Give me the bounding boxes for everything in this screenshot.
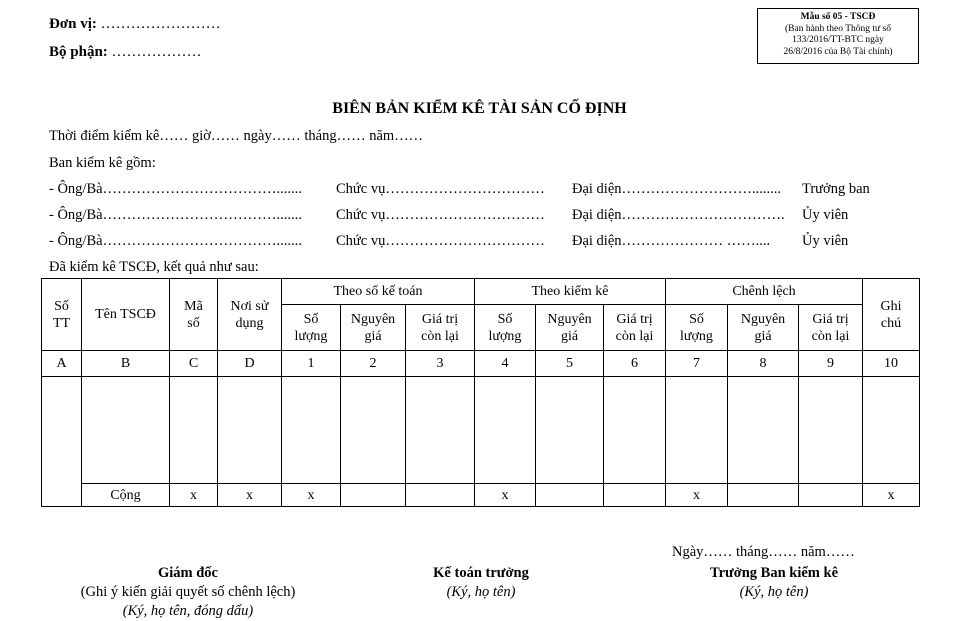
table-cell — [604, 377, 666, 484]
member-rep: Đại diện……………………………. — [572, 207, 785, 223]
signature-chief-accountant — [401, 564, 561, 602]
total-cell: x — [475, 484, 536, 507]
form-decree-3: 26/8/2016 của Bộ Tài chính) — [783, 46, 893, 57]
code-cell: 7 — [666, 351, 728, 377]
header-name: Tên TSCĐ — [82, 279, 170, 351]
member-role: Ủy viên — [802, 233, 849, 249]
header-remaining: Giá trị còn lại — [406, 305, 475, 351]
member-rep: Đại diện………………………........ — [572, 181, 782, 197]
date-line: Ngày…… tháng…… năm…… — [672, 544, 855, 560]
member-rep: Đại diện………………… …….... — [572, 233, 771, 249]
total-cell — [728, 484, 799, 507]
table-cell — [218, 377, 282, 484]
code-cell: 5 — [536, 351, 604, 377]
total-label: Cộng — [82, 484, 170, 507]
signature-instruction: (Ký, họ tên) — [739, 584, 809, 600]
header-place: Nơi sử dụng — [218, 279, 282, 351]
member-role: Trưởng ban — [802, 181, 870, 197]
total-cell: x — [863, 484, 920, 507]
code-cell: A — [42, 351, 82, 377]
unit-field — [49, 16, 221, 33]
form-number-box — [757, 8, 919, 64]
header-group-inventory: Theo kiểm kê — [475, 279, 666, 305]
signature-committee-head — [684, 564, 864, 602]
signature-title: Giám đốc — [157, 565, 218, 581]
header-remaining: Giá trị còn lại — [604, 305, 666, 351]
table-cell — [406, 377, 475, 484]
total-cell — [536, 484, 604, 507]
code-cell: 6 — [604, 351, 666, 377]
header-qty: Số lượng — [282, 305, 341, 351]
table-cell — [42, 377, 82, 507]
signature-note: (Ghi ý kiến giải quyết số chênh lệch) — [80, 584, 296, 600]
table-cell — [863, 377, 920, 484]
member-position: Chức vụ…………………………… — [336, 233, 545, 249]
header-group-diff: Chênh lệch — [666, 279, 863, 305]
code-cell: 1 — [282, 351, 341, 377]
table-cell — [82, 377, 170, 484]
table-cell — [536, 377, 604, 484]
member-person: - Ông/Bà………………………………....... — [49, 181, 302, 197]
member-position: Chức vụ…………………………… — [336, 181, 545, 197]
header-cost: Nguyên giá — [536, 305, 604, 351]
total-row — [42, 484, 920, 507]
table-cell — [666, 377, 728, 484]
total-cell — [341, 484, 406, 507]
table-cell — [728, 377, 799, 484]
total-cell — [406, 484, 475, 507]
table-cell — [341, 377, 406, 484]
total-cell: x — [170, 484, 218, 507]
header-stt: Số TT — [42, 279, 82, 351]
header-qty: Số lượng — [475, 305, 536, 351]
table-row — [42, 377, 920, 484]
form-decree-2: 133/2016/TT-BTC ngày — [792, 35, 884, 45]
code-cell: 2 — [341, 351, 406, 377]
code-cell: B — [82, 351, 170, 377]
code-cell: C — [170, 351, 218, 377]
form-decree-1: (Ban hành theo Thông tư số — [784, 23, 892, 34]
code-cell: 9 — [799, 351, 863, 377]
code-cell: 8 — [728, 351, 799, 377]
total-cell: x — [666, 484, 728, 507]
total-cell — [604, 484, 666, 507]
table-cell — [799, 377, 863, 484]
total-cell: x — [282, 484, 341, 507]
dept-field — [49, 44, 202, 61]
member-person: - Ông/Bà………………………………....... — [49, 233, 302, 249]
code-cell: 3 — [406, 351, 475, 377]
total-cell — [799, 484, 863, 507]
header-code: Mã số — [170, 279, 218, 351]
header-group-books: Theo sổ kế toán — [282, 279, 475, 305]
table-cell — [170, 377, 218, 484]
code-cell: 10 — [863, 351, 920, 377]
code-cell: D — [218, 351, 282, 377]
unit-label: Đơn vị: — [49, 16, 97, 32]
signature-title: Kế toán trưởng — [433, 565, 529, 581]
member-position: Chức vụ…………………………… — [336, 207, 545, 223]
table-cell — [282, 377, 341, 484]
signature-director — [68, 564, 308, 621]
header-cost: Nguyên giá — [728, 305, 799, 351]
form-number: Mẫu số 05 - TSCĐ — [800, 12, 876, 22]
signature-instruction: (Ký, họ tên, đóng dấu) — [122, 603, 254, 619]
header-note: Ghi chú — [863, 279, 920, 351]
unit-value: …………………… — [100, 16, 221, 32]
header-cost: Nguyên giá — [341, 305, 406, 351]
member-person: - Ông/Bà………………………………....... — [49, 207, 302, 223]
time-line: Thời điểm kiểm kê…… giờ…… ngày…… tháng…… năm…… — [49, 128, 424, 144]
inventory-table — [41, 278, 920, 507]
document-title: BIÊN BẢN KIỂM KÊ TÀI SẢN CỐ ĐỊNH — [332, 100, 627, 117]
member-role: Ủy viên — [802, 207, 849, 223]
signature-instruction: (Ký, họ tên) — [446, 584, 516, 600]
committee-intro: Ban kiểm kê gồm: — [49, 155, 156, 171]
table-cell — [475, 377, 536, 484]
header-qty: Số lượng — [666, 305, 728, 351]
result-intro: Đã kiểm kê TSCĐ, kết quả như sau: — [49, 259, 259, 275]
signature-title: Trưởng Ban kiểm kê — [709, 565, 839, 581]
header-remaining: Giá trị còn lại — [799, 305, 863, 351]
total-cell: x — [218, 484, 282, 507]
dept-label: Bộ phận: — [49, 44, 108, 60]
code-cell: 4 — [475, 351, 536, 377]
dept-value: ……………… — [111, 44, 202, 60]
